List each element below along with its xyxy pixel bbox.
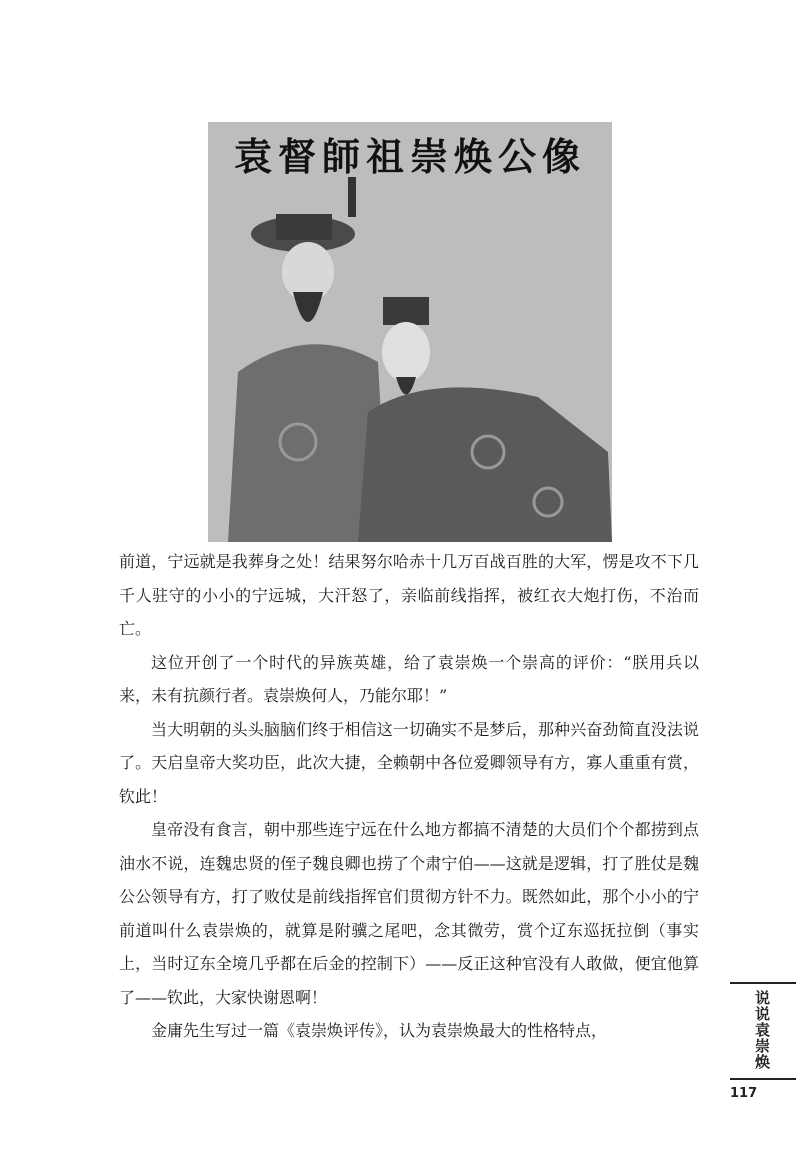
chapter-side-label [730, 982, 796, 1080]
paragraph: 金庸先生写过一篇《袁崇焕评传》，认为袁崇焕最大的性格特点， [151, 1021, 608, 1040]
paragraph: 皇帝没有食言，朝中那些连宁远在什么地方都搞不清楚的大员们个个都捞到点油水不说，连魏忠贤的侄子魏良卿也捞了个肃宁伯——这就是逻辑，打了胜仗是魏公公领导有方，打了败仗是前线指挥官们贯彻方针不力。既然如此，那个小小的宁前道叫什么袁崇焕的，就算是附骥之尾吧，念其微劳，赏个辽东巡抚拉倒（事实上，当时辽东全境几乎都在后金的控制下）——反正这种官没有人敢做，便宜他算了——钦此，大家快谢恩啊！ [119, 820, 699, 1007]
portrait-title: 袁督師祖崇焕公像 [233, 133, 586, 179]
page-number: 117 [730, 1086, 758, 1101]
paragraph: 当大明朝的头头脑脑们终于相信这一切确实不是梦后，那种兴奋劲简直没法说了。天启皇帝大奖功臣，此次大捷，全赖朝中各位爱卿领导有方，寡人重重有赏，钦此！ [119, 719, 699, 806]
portrait-figures [208, 122, 612, 542]
paragraph: 这位开创了一个时代的异族英雄，给了袁崇焕一个崇高的评价：“朕用兵以来，未有抗颜行者。袁崇焕何人，乃能尔耶！” [119, 652, 699, 705]
body-text [119, 545, 699, 1048]
paragraph: 前道，宁远就是我葬身之处！结果努尔哈赤十几万百战百胜的大军，愣是攻不下几千人驻守的小小的宁远城，大汗怒了，亲临前线指挥，被红衣大炮打伤，不治而亡。 [119, 552, 699, 638]
chapter-title: 说说袁崇焕 [753, 990, 771, 1070]
divider [730, 1078, 796, 1080]
portrait-image [208, 122, 612, 542]
divider [730, 982, 796, 984]
